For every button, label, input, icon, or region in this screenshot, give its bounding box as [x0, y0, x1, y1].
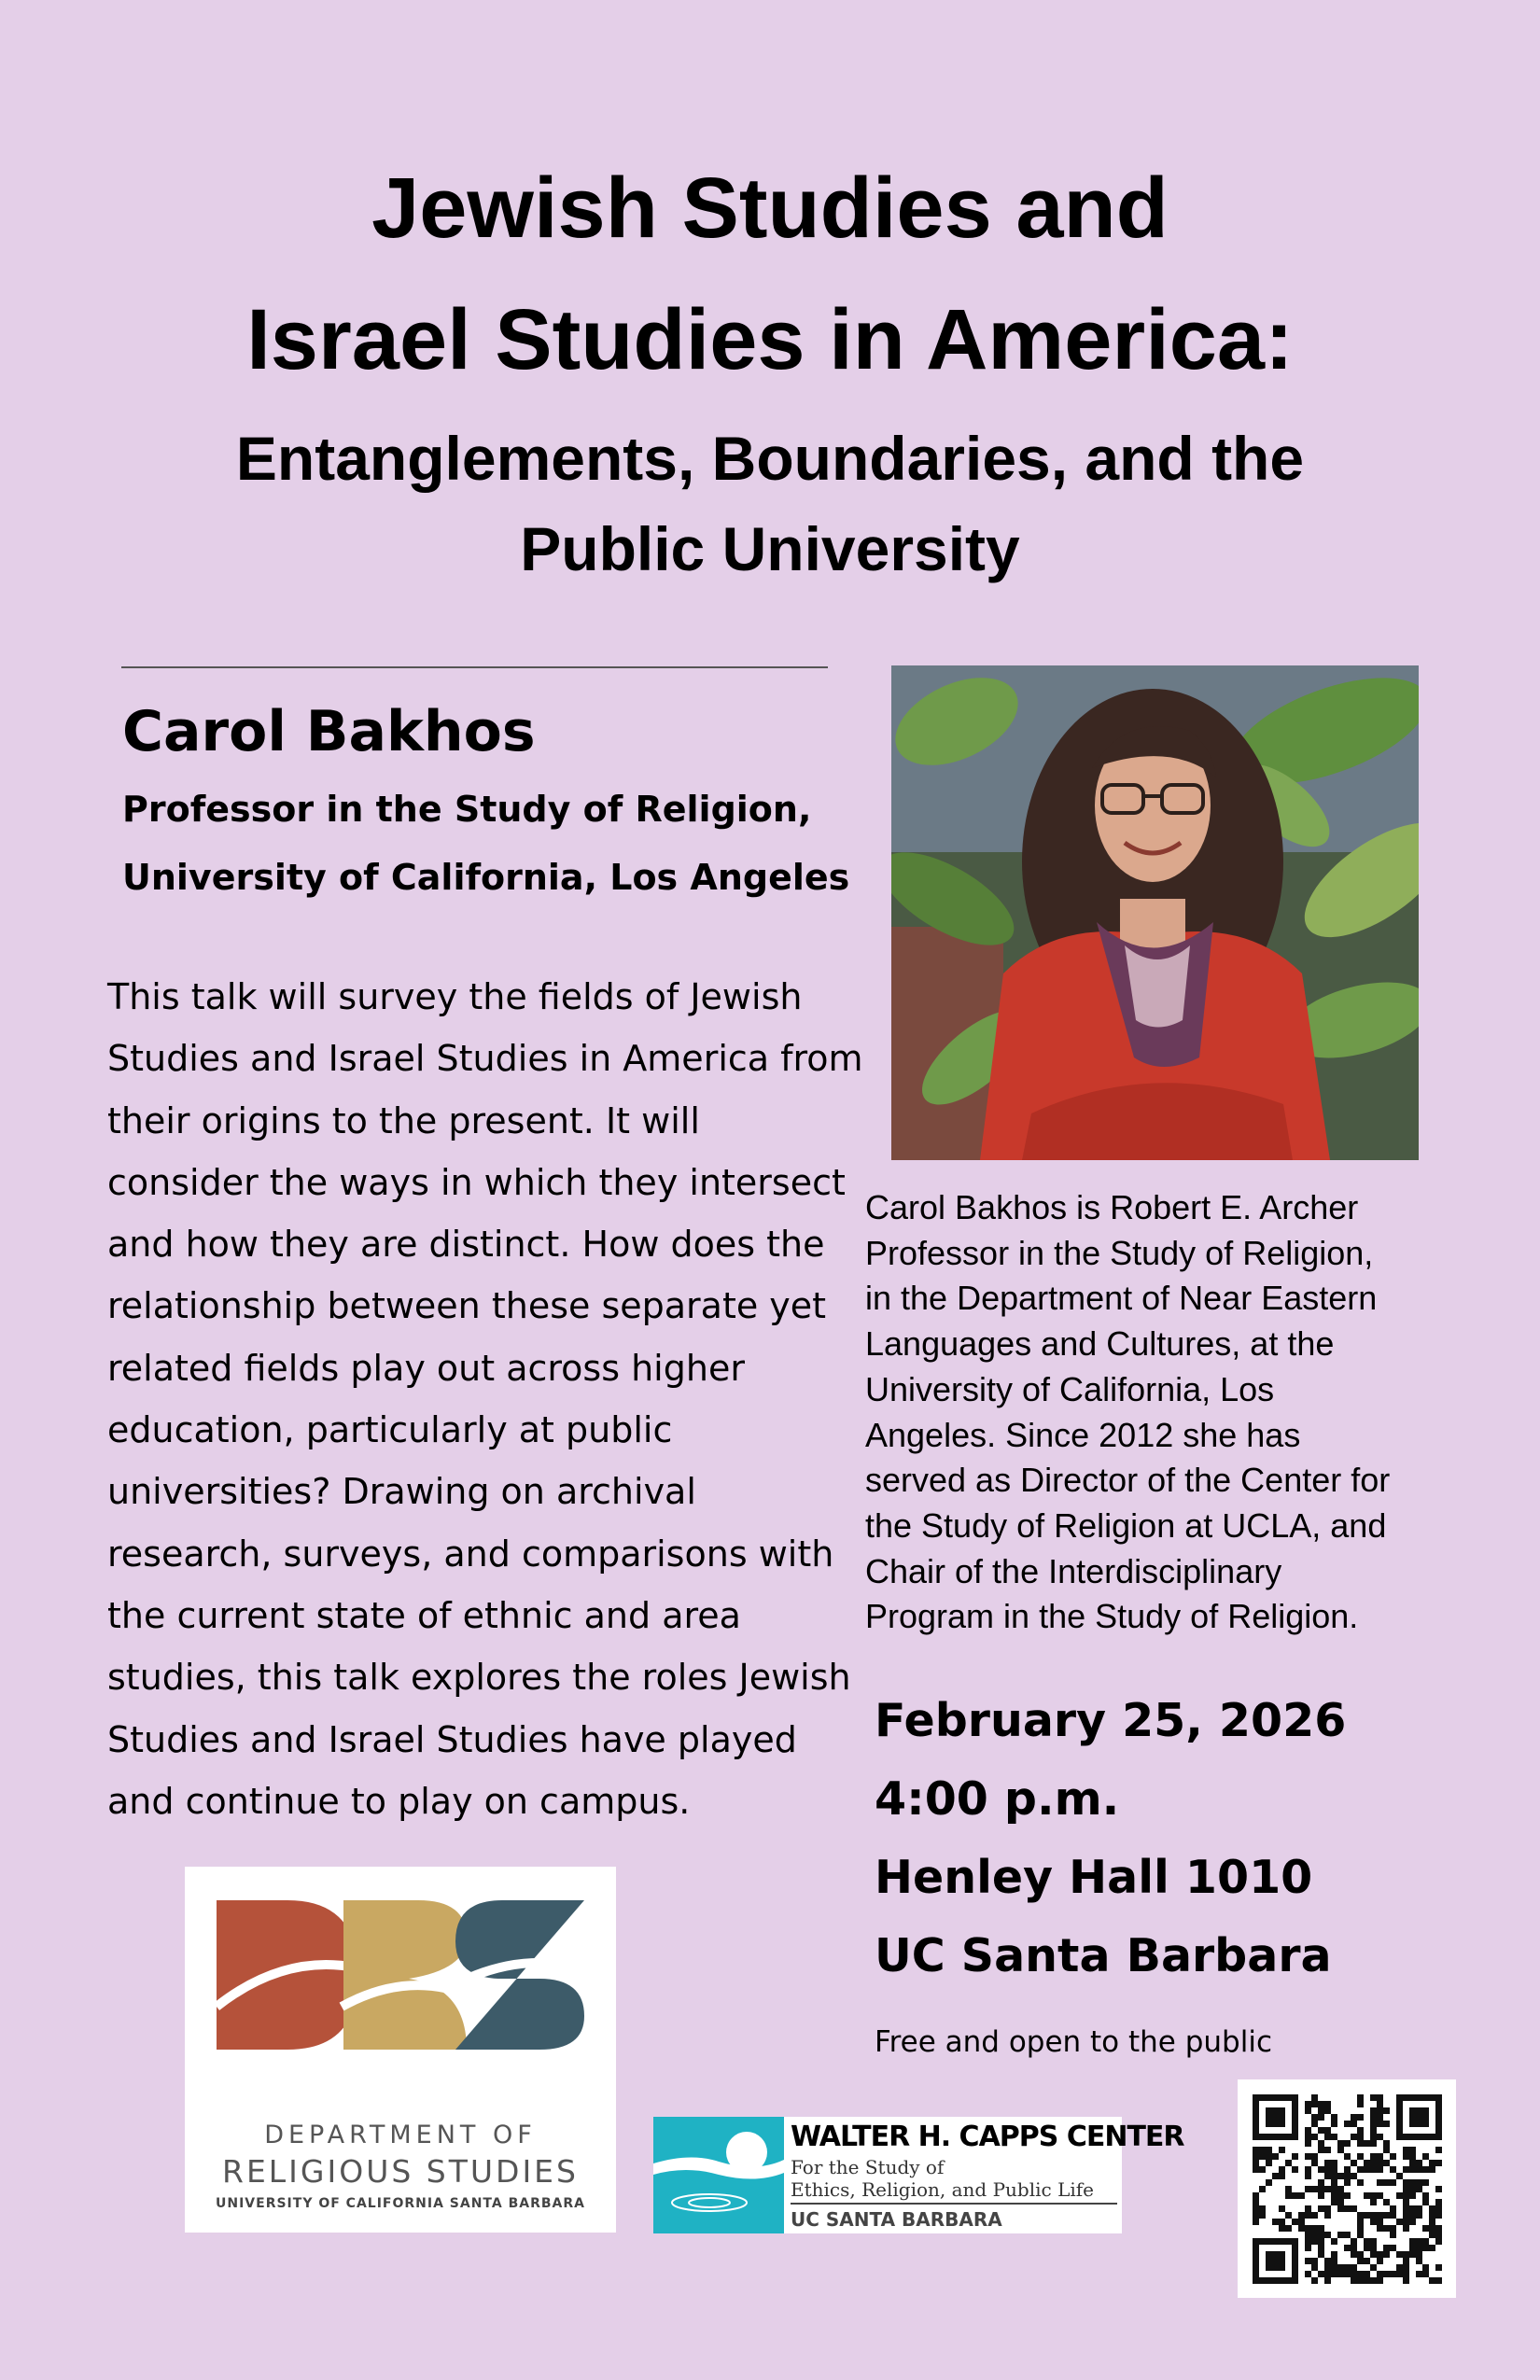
event-campus: UC Santa Barbara [875, 1929, 1332, 1982]
abstract-line: education, particularly at public [107, 1409, 673, 1451]
speaker-bio [865, 1185, 1444, 1640]
speaker-role-line-2: University of California, Los Angeles [122, 857, 850, 898]
bio-line: served as Director of the Center for [865, 1461, 1391, 1500]
capps-logo-mark [653, 2117, 784, 2233]
abstract-line: related fields play out across higher [107, 1347, 745, 1389]
qr-code-image [1238, 2079, 1456, 2298]
abstract-line: universities? Drawing on archival [107, 1471, 696, 1513]
abstract-line: relationship between these separate yet [107, 1285, 827, 1327]
religious-studies-logo [185, 1867, 616, 2233]
event-room: Henley Hall 1010 [875, 1851, 1313, 1904]
event-date: February 25, 2026 [875, 1694, 1347, 1747]
bio-line: Carol Bakhos is Robert E. Archer [865, 1188, 1359, 1226]
divider [121, 666, 828, 668]
title-line-2: Israel Studies in America: [246, 292, 1294, 387]
drs-logo-mark [185, 1867, 616, 2109]
abstract-line: This talk will survey the fields of Jewish [107, 976, 803, 1017]
capps-logo-line-3: Ethics, Religion, and Public Life [791, 2178, 1094, 2201]
capps-logo-rule [791, 2203, 1117, 2205]
capps-logo-campus: UC SANTA BARBARA [791, 2208, 1002, 2231]
bio-line: University of California, Los [865, 1369, 1275, 1408]
abstract-line: and continue to play on campus. [107, 1780, 691, 1822]
abstract-line: their origins to the present. It will [107, 1099, 700, 1141]
abstract [107, 966, 863, 1832]
subtitle-line-2: Public University [520, 514, 1020, 583]
admission-note: Free and open to the public [875, 2025, 1273, 2059]
abstract-line: Studies and Israel Studies have played [107, 1718, 797, 1760]
title-line-1: Jewish Studies and [371, 161, 1169, 256]
drs-logo-line-1: DEPARTMENT OF [264, 2121, 537, 2149]
abstract-line: consider the ways in which they intersect [107, 1161, 846, 1203]
capps-logo-name: WALTER H. CAPPS CENTER [791, 2121, 1184, 2153]
abstract-line: Studies and Israel Studies in America from [107, 1038, 863, 1080]
bio-line: Chair of the Interdisciplinary [865, 1551, 1282, 1590]
drs-logo-line-2: RELIGIOUS STUDIES [222, 2153, 579, 2190]
capps-logo-line-2: For the Study of [791, 2156, 945, 2178]
bio-line: Program in the Study of Religion. [865, 1597, 1359, 1636]
abstract-line: studies, this talk explores the roles Jewish [107, 1657, 851, 1699]
speaker-photo [891, 665, 1419, 1160]
bio-line: Languages and Cultures, at the [865, 1324, 1335, 1364]
event-time: 4:00 p.m. [875, 1772, 1120, 1826]
bio-line: in the Department of Near Eastern [865, 1279, 1378, 1318]
qr-code[interactable] [1238, 2079, 1456, 2298]
speaker-name: Carol Bakhos [122, 699, 536, 764]
bio-line: Angeles. Since 2012 she has [865, 1415, 1301, 1454]
subtitle-line-1: Entanglements, Boundaries, and the [235, 424, 1305, 493]
drs-logo-line-3: UNIVERSITY OF CALIFORNIA SANTA BARBARA [216, 2196, 585, 2211]
abstract-line: and how they are distinct. How does the [107, 1224, 825, 1266]
abstract-line: the current state of ethnic and area [107, 1594, 741, 1636]
bio-line: the Study of Religion at UCLA, and [865, 1505, 1387, 1545]
speaker-role-line-1: Professor in the Study of Religion, [122, 789, 812, 830]
capps-center-logo [653, 2117, 1184, 2233]
bio-line: Professor in the Study of Religion, [865, 1233, 1374, 1272]
abstract-line: research, surveys, and comparisons with [107, 1533, 834, 1575]
